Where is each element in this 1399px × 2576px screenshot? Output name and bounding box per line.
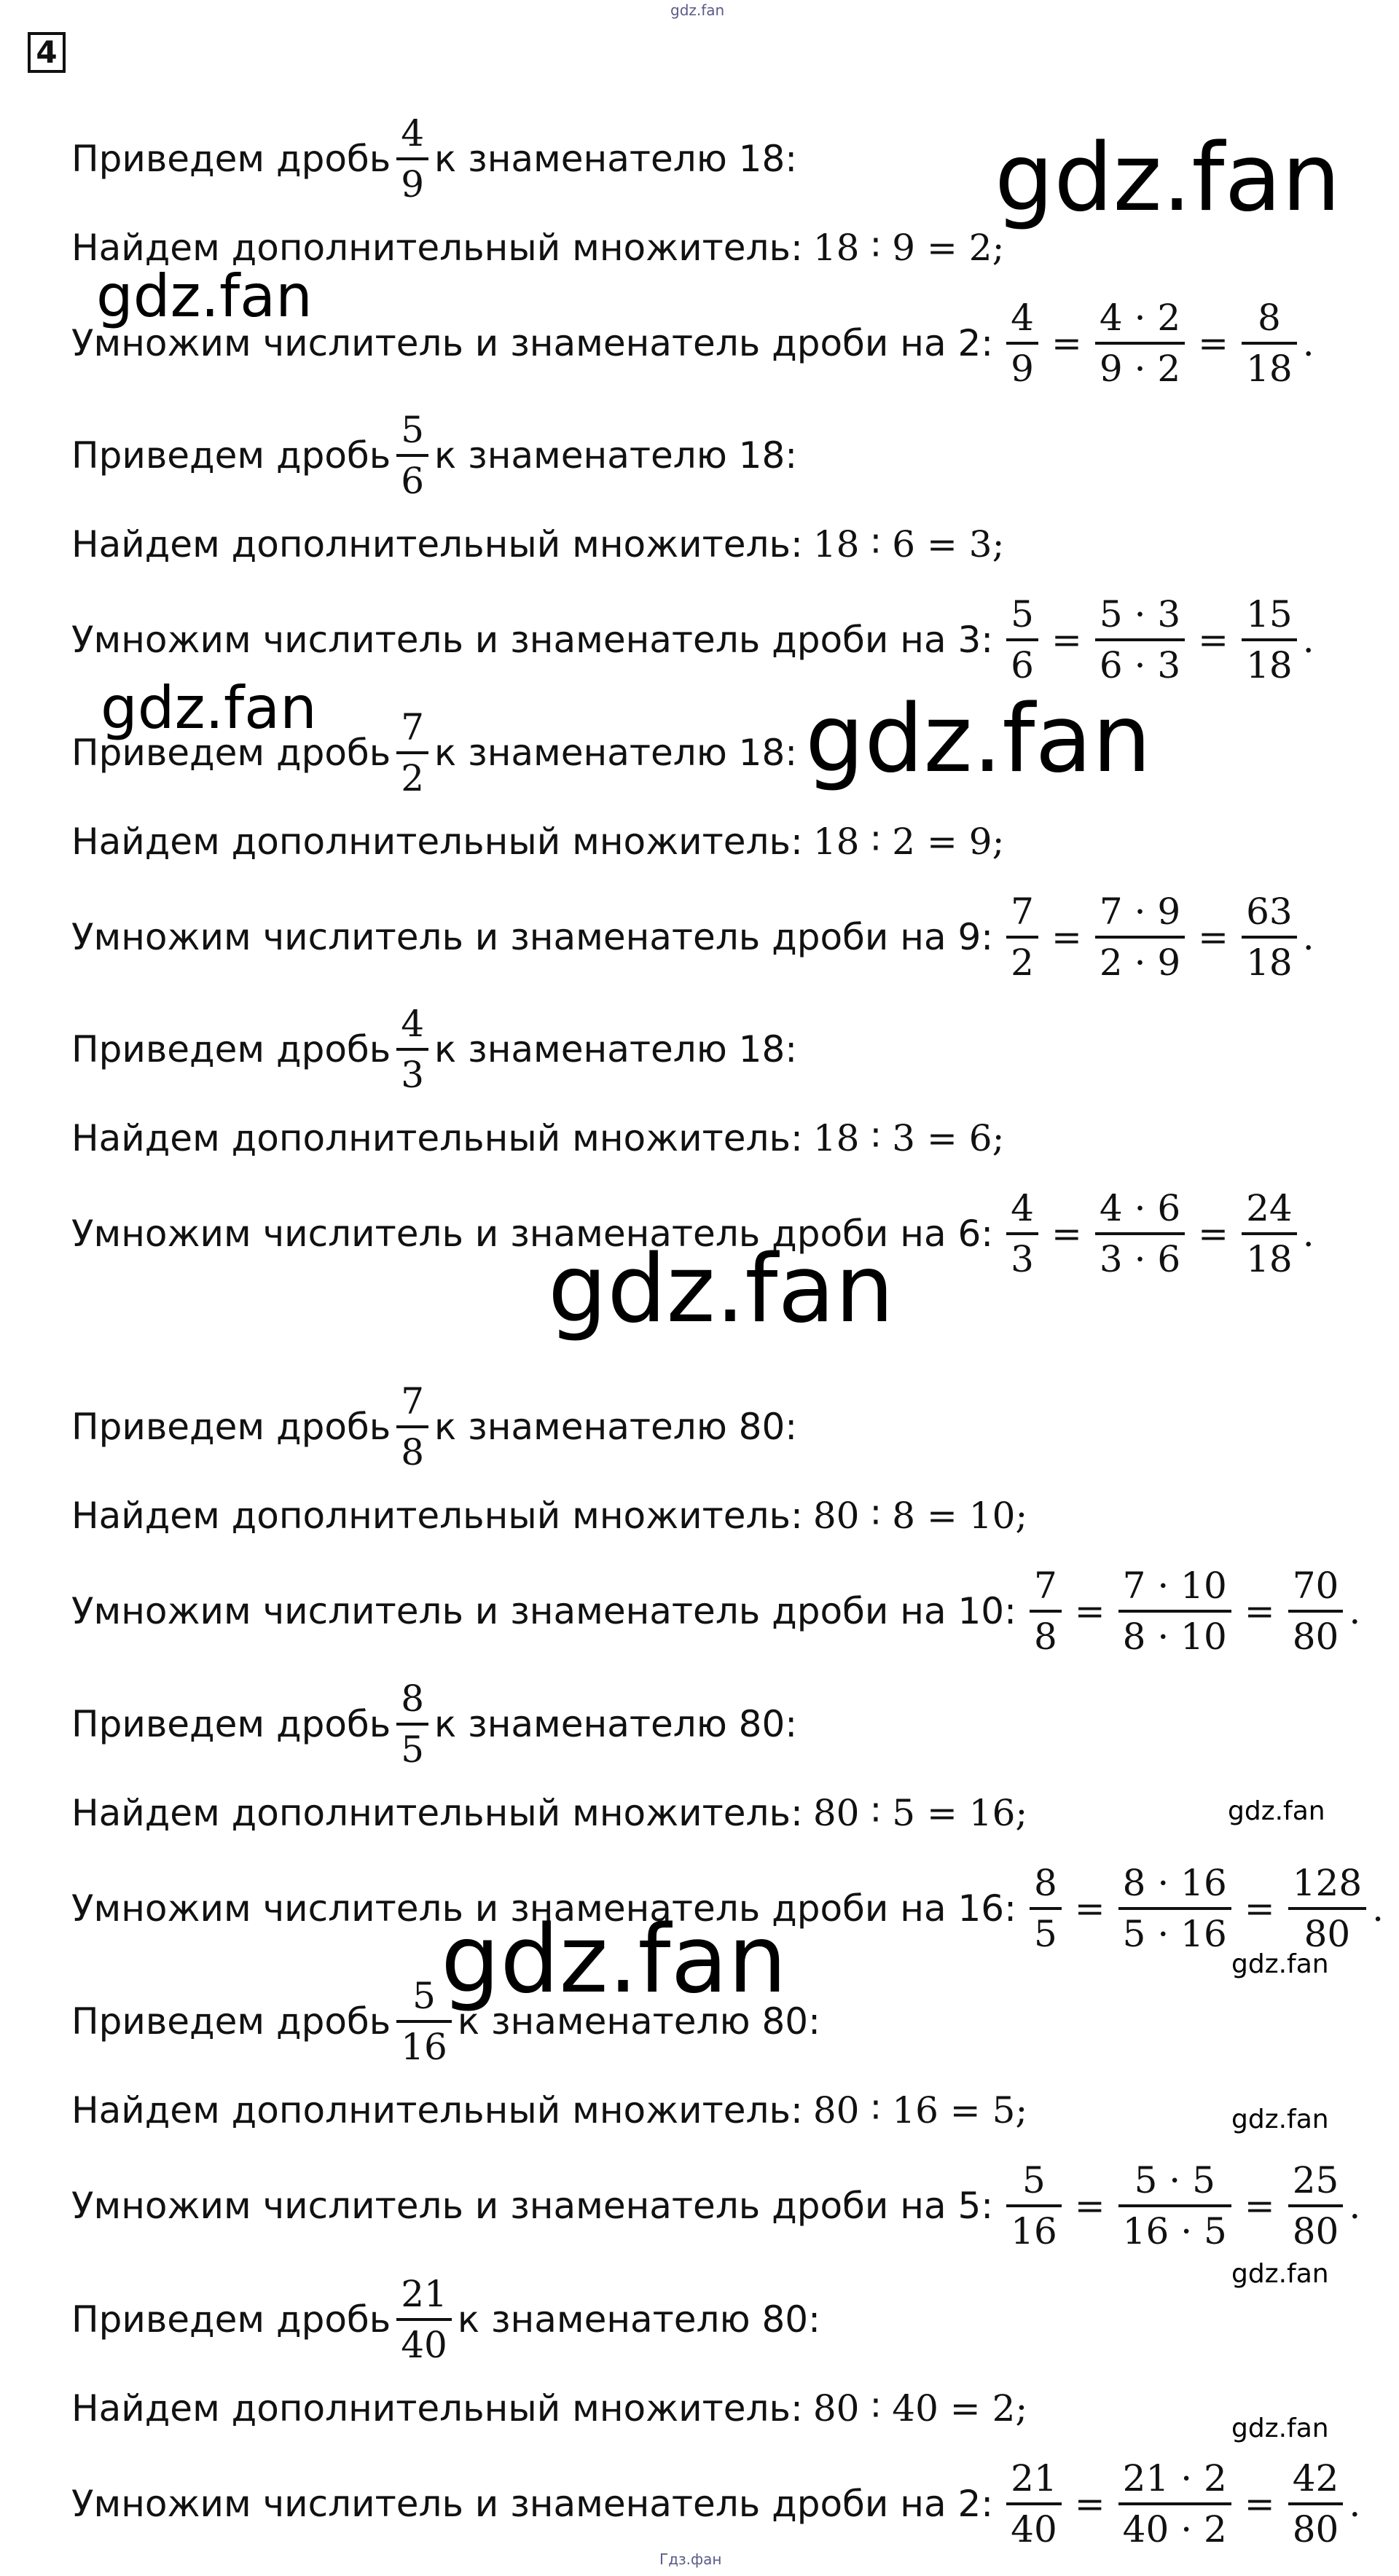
fraction-bar	[1006, 936, 1038, 939]
numerator: 7 · 9	[1099, 890, 1181, 933]
factor-expression: 18 ∶ 3 = 6;	[812, 1117, 1005, 1159]
multiply-line	[71, 2159, 1360, 2252]
intro-text: Приведем дробь	[71, 1703, 391, 1745]
period: .	[1349, 2483, 1361, 2525]
numerator: 5 · 5	[1134, 2159, 1215, 2201]
intro-line	[71, 2273, 820, 2366]
fraction-bar	[1095, 638, 1185, 641]
numerator: 5	[1011, 593, 1034, 635]
watermark: gdz.fan	[1231, 2259, 1329, 2289]
denominator: 16	[401, 2026, 447, 2068]
fraction-multiplied	[1118, 1862, 1231, 1955]
fraction-result	[1288, 2159, 1344, 2252]
equals-sign: =	[1051, 322, 1082, 364]
equals-sign: =	[1198, 916, 1229, 958]
period: .	[1372, 1887, 1384, 1930]
factor-line	[71, 1495, 1027, 1537]
fraction-original	[1006, 890, 1038, 984]
numerator: 42	[1292, 2457, 1339, 2499]
denominator: 5	[401, 1729, 425, 1771]
numerator: 5	[1022, 2159, 1046, 2201]
fraction-bar	[1288, 1610, 1344, 1613]
denominator: 16	[1011, 2210, 1057, 2252]
denominator: 9	[1011, 348, 1034, 390]
fraction-original	[1006, 1187, 1038, 1280]
factor-line	[71, 523, 1004, 565]
factor-label: Найдем дополнительный множитель:	[71, 1792, 803, 1834]
intro-text: Приведем дробь	[71, 1028, 391, 1070]
numerator: 7	[1033, 1565, 1057, 1607]
factor-label: Найдем дополнительный множитель:	[71, 1117, 803, 1159]
factor-label: Найдем дополнительный множитель:	[71, 523, 803, 565]
denominator: 80	[1304, 1913, 1351, 1955]
target-text: к знаменателю 80:	[434, 1703, 798, 1745]
factor-label: Найдем дополнительный множитель:	[71, 2387, 803, 2430]
numerator: 21	[401, 2273, 447, 2315]
watermark: gdz.fan	[1231, 1949, 1329, 1979]
watermark: gdz.fan	[441, 1906, 787, 2014]
denominator: 3 · 6	[1099, 1238, 1181, 1280]
equals-sign: =	[1244, 2483, 1275, 2525]
fraction-multiplied	[1095, 593, 1185, 686]
period: .	[1302, 619, 1314, 661]
multiply-line	[71, 1565, 1360, 1658]
factor-expression: 80 ∶ 5 = 16;	[812, 1792, 1028, 1834]
period: .	[1302, 1213, 1314, 1255]
denominator: 2	[401, 757, 425, 799]
watermark: gdz.fan	[805, 685, 1151, 794]
equals-sign: =	[1198, 322, 1229, 364]
numerator: 25	[1292, 2159, 1339, 2201]
denominator: 6 · 3	[1099, 644, 1181, 686]
denominator: 8	[1033, 1616, 1057, 1658]
numerator: 8 · 16	[1122, 1862, 1227, 1904]
fraction-bar	[396, 157, 428, 160]
denominator: 80	[1292, 1616, 1339, 1658]
factor-label: Найдем дополнительный множитель:	[71, 2089, 803, 2131]
fraction-original	[1006, 2159, 1062, 2252]
intro-text: Приведем дробь	[71, 1406, 391, 1448]
watermark: gdz.fan	[96, 262, 313, 330]
fraction-result	[1288, 1565, 1344, 1658]
denominator: 18	[1246, 941, 1293, 984]
numerator: 5 · 3	[1099, 593, 1181, 635]
fraction	[396, 112, 428, 205]
fraction	[396, 1677, 428, 1771]
numerator: 4	[401, 112, 425, 154]
fraction-bar	[1118, 1907, 1231, 1910]
fraction-bar	[1118, 1610, 1231, 1613]
fraction-original	[1030, 1862, 1062, 1955]
factor-label: Найдем дополнительный множитель:	[71, 821, 803, 863]
intro-line	[71, 1003, 797, 1096]
denominator: 2 · 9	[1099, 941, 1181, 984]
fraction-result	[1242, 297, 1297, 390]
equals-sign: =	[1074, 2483, 1105, 2525]
equals-sign: =	[1198, 619, 1229, 661]
fraction-bar	[1118, 2502, 1231, 2505]
fraction-original	[1006, 297, 1038, 390]
numerator: 63	[1246, 890, 1293, 933]
denominator: 18	[1246, 348, 1293, 390]
equals-sign: =	[1244, 1590, 1275, 1632]
fraction-bar	[1118, 2204, 1231, 2207]
numerator: 7	[401, 706, 425, 748]
denominator: 40	[401, 2324, 447, 2366]
multiply-label: Умножим числитель и знаменатель дроби на 10:	[71, 1590, 1016, 1632]
numerator: 4 · 6	[1099, 1187, 1181, 1229]
numerator: 21	[1011, 2457, 1057, 2499]
multiply-label: Умножим числитель и знаменатель дроби на 16:	[71, 1887, 1016, 1930]
factor-line	[71, 2387, 1027, 2430]
fraction-bar	[396, 1048, 428, 1051]
watermark-top: gdz.fan	[670, 1, 725, 19]
multiply-line	[71, 593, 1314, 686]
fraction-multiplied	[1118, 2159, 1231, 2252]
target-text: к знаменателю 80:	[457, 2298, 820, 2341]
fraction-result	[1242, 1187, 1297, 1280]
fraction-bar	[1006, 342, 1038, 345]
fraction-bar	[1288, 2502, 1344, 2505]
target-text: к знаменателю 18:	[434, 1028, 798, 1070]
period: .	[1302, 322, 1314, 364]
multiply-label: Умножим числитель и знаменатель дроби на 3:	[71, 619, 994, 661]
equals-sign: =	[1244, 2185, 1275, 2227]
target-text: к знаменателю 80:	[434, 1406, 798, 1448]
numerator: 7 · 10	[1122, 1565, 1227, 1607]
intro-text: Приведем дробь	[71, 138, 391, 180]
multiply-line	[71, 2457, 1360, 2550]
denominator: 18	[1246, 1238, 1293, 1280]
numerator: 4	[1011, 297, 1034, 339]
fraction-original	[1006, 2457, 1062, 2550]
fraction-bar	[1095, 1232, 1185, 1235]
fraction-original	[1006, 593, 1038, 686]
intro-line	[71, 1677, 797, 1771]
numerator: 70	[1292, 1565, 1339, 1607]
intro-line	[71, 409, 797, 502]
denominator: 9	[401, 163, 425, 205]
denominator: 6	[1011, 644, 1034, 686]
fraction-multiplied	[1118, 1565, 1231, 1658]
denominator: 80	[1292, 2210, 1339, 2252]
fraction	[396, 706, 428, 799]
numerator: 8	[1257, 297, 1281, 339]
multiply-label: Умножим числитель и знаменатель дроби на 2:	[71, 322, 994, 364]
denominator: 6	[401, 460, 425, 502]
intro-text: Приведем дробь	[71, 434, 391, 477]
denominator: 3	[401, 1054, 425, 1096]
intro-line	[71, 112, 797, 205]
equals-sign: =	[1244, 1887, 1275, 1930]
denominator: 3	[1011, 1238, 1034, 1280]
denominator: 40 · 2	[1122, 2508, 1227, 2550]
denominator: 8	[401, 1431, 425, 1473]
denominator: 80	[1292, 2508, 1339, 2550]
factor-expression: 80 ∶ 16 = 5;	[812, 2089, 1028, 2131]
factor-expression: 18 ∶ 9 = 2;	[812, 227, 1005, 269]
fraction-bar	[1030, 1610, 1062, 1613]
target-text: к знаменателю 18:	[434, 138, 798, 180]
intro-text: Приведем дробь	[71, 2000, 391, 2043]
fraction-bar	[396, 1425, 428, 1428]
equals-sign: =	[1051, 916, 1082, 958]
footer-watermark: Гдз.фан	[659, 2550, 722, 2568]
denominator: 18	[1246, 644, 1293, 686]
multiply-label: Умножим числитель и знаменатель дроби на 5:	[71, 2185, 994, 2227]
fraction-bar	[1006, 2204, 1062, 2207]
numerator: 5	[412, 1975, 436, 2017]
equals-sign: =	[1074, 2185, 1105, 2227]
watermark: gdz.fan	[1231, 2413, 1329, 2443]
factor-line	[71, 2089, 1027, 2131]
denominator: 8 · 10	[1122, 1616, 1227, 1658]
factor-expression: 18 ∶ 6 = 3;	[812, 523, 1005, 565]
fraction-bar	[396, 751, 428, 754]
fraction	[396, 1380, 428, 1473]
watermark: gdz.fan	[1228, 1796, 1325, 1826]
fraction-result	[1288, 1862, 1366, 1955]
watermark: gdz.fan	[995, 124, 1341, 232]
intro-text: Приведем дробь	[71, 732, 391, 774]
numerator: 7	[1011, 890, 1034, 933]
denominator: 40	[1011, 2508, 1057, 2550]
fraction	[396, 1003, 428, 1096]
fraction	[396, 2273, 452, 2366]
denominator: 5 · 16	[1122, 1913, 1227, 1955]
factor-line	[71, 1792, 1027, 1834]
fraction-bar	[1242, 1232, 1297, 1235]
period: .	[1349, 2185, 1361, 2227]
fraction-bar	[1288, 1907, 1366, 1910]
numerator: 15	[1246, 593, 1293, 635]
fraction-bar	[1242, 342, 1297, 345]
fraction-bar	[396, 2318, 452, 2321]
fraction-bar	[1095, 936, 1185, 939]
factor-label: Найдем дополнительный множитель:	[71, 227, 803, 269]
denominator: 9 · 2	[1099, 348, 1181, 390]
fraction-multiplied	[1095, 1187, 1185, 1280]
target-text: к знаменателю 80:	[457, 2000, 820, 2043]
period: .	[1349, 1590, 1361, 1632]
numerator: 8	[401, 1677, 425, 1720]
fraction-bar	[1242, 936, 1297, 939]
numerator: 4 · 2	[1099, 297, 1181, 339]
intro-text: Приведем дробь	[71, 2298, 391, 2341]
equals-sign: =	[1198, 1213, 1229, 1255]
fraction	[396, 409, 428, 502]
watermark: gdz.fan	[548, 1235, 894, 1344]
factor-expression: 80 ∶ 40 = 2;	[812, 2387, 1028, 2430]
watermark: gdz.fan	[101, 674, 317, 742]
equals-sign: =	[1074, 1590, 1105, 1632]
equals-sign: =	[1051, 1213, 1082, 1255]
fraction-bar	[396, 1723, 428, 1726]
numerator: 7	[401, 1380, 425, 1422]
fraction-multiplied	[1095, 890, 1185, 984]
fraction-bar	[396, 454, 428, 457]
fraction-bar	[1242, 638, 1297, 641]
fraction-bar	[1006, 1232, 1038, 1235]
target-text: к знаменателю 18:	[434, 732, 798, 774]
numerator: 128	[1292, 1862, 1363, 1904]
factor-expression: 80 ∶ 8 = 10;	[812, 1495, 1028, 1537]
numerator: 21 · 2	[1122, 2457, 1227, 2499]
denominator: 2	[1011, 941, 1034, 984]
fraction-result	[1242, 593, 1297, 686]
factor-expression: 18 ∶ 2 = 9;	[812, 821, 1005, 863]
factor-line	[71, 821, 1004, 863]
multiply-label: Умножим числитель и знаменатель дроби на 2:	[71, 2483, 994, 2525]
watermark: gdz.fan	[1231, 2105, 1329, 2134]
fraction-result	[1288, 2457, 1344, 2550]
fraction-multiplied	[1118, 2457, 1231, 2550]
numerator: 8	[1033, 1862, 1057, 1904]
denominator: 16 · 5	[1122, 2210, 1227, 2252]
intro-line	[71, 1380, 797, 1473]
target-text: к знаменателю 18:	[434, 434, 798, 477]
multiply-label: Умножим числитель и знаменатель дроби на 9:	[71, 916, 994, 958]
numerator: 5	[401, 409, 425, 451]
fraction-result	[1242, 890, 1297, 984]
fraction-bar	[1006, 638, 1038, 641]
factor-line	[71, 1117, 1004, 1159]
fraction-original	[1030, 1565, 1062, 1658]
fraction-bar	[396, 2020, 452, 2023]
fraction-bar	[1095, 342, 1185, 345]
fraction-bar	[1006, 2502, 1062, 2505]
equals-sign: =	[1051, 619, 1082, 661]
period: .	[1302, 916, 1314, 958]
multiply-label: Умножим числитель и знаменатель дроби на 6:	[71, 1213, 994, 1255]
numerator: 4	[1011, 1187, 1034, 1229]
equals-sign: =	[1074, 1887, 1105, 1930]
fraction-multiplied	[1095, 297, 1185, 390]
numerator: 24	[1246, 1187, 1293, 1229]
numerator: 4	[401, 1003, 425, 1045]
denominator: 5	[1033, 1913, 1057, 1955]
factor-label: Найдем дополнительный множитель:	[71, 1495, 803, 1537]
task-number: 4	[28, 32, 66, 73]
fraction-bar	[1288, 2204, 1344, 2207]
fraction-bar	[1030, 1907, 1062, 1910]
multiply-line	[71, 890, 1314, 984]
